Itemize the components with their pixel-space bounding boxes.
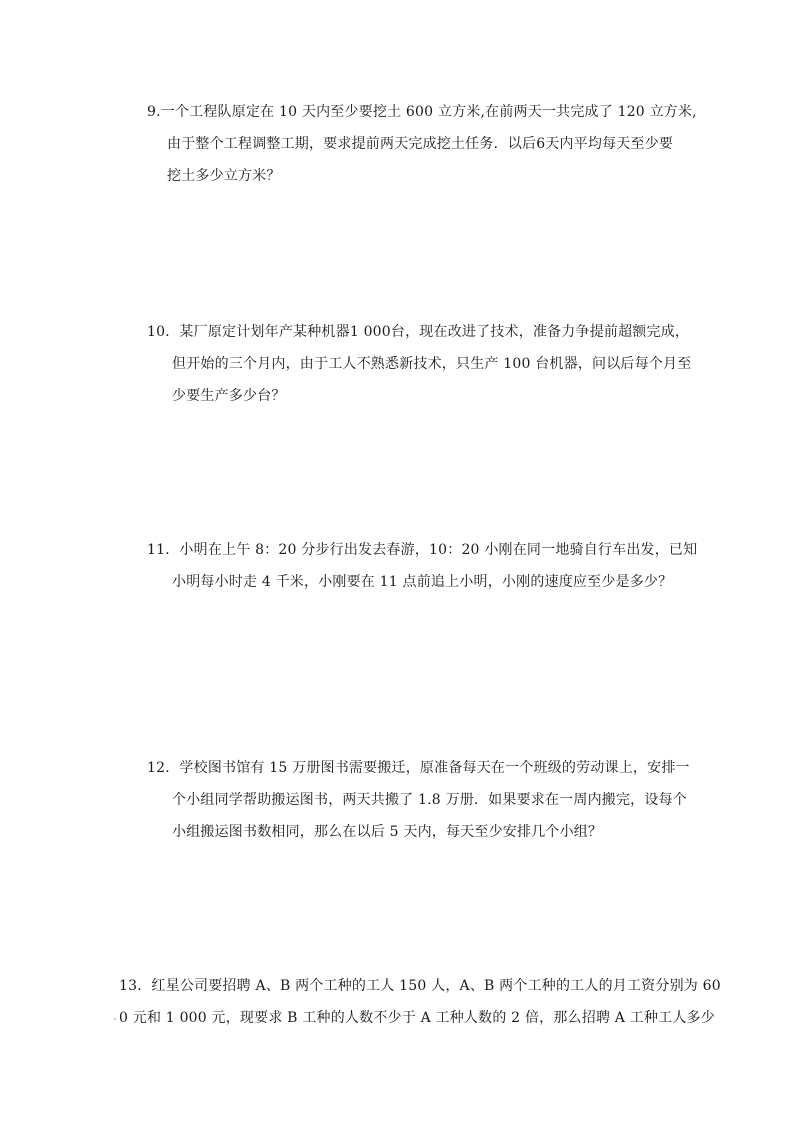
problem-12-line-3: 小组搬运图书数相同，那么在以后 5 天内，每天至少安排几个小组？ bbox=[172, 824, 603, 840]
problem-13-line-2: 0 元和 1 000 元，现要求 B 工种的人数不少于 A 工种人数的 2 倍，那么招聘 A 工种工人多少 bbox=[119, 1010, 715, 1026]
problem-13-line-1: 13．红星公司要招聘 A、B 两个工种的工人 150 人，A、B 两个工种的工人的月工资分别为 60 bbox=[119, 978, 721, 994]
problem-10-line-1: 10．某厂原定计划年产某种机器1 000台，现在改进了技术，准备力争提前超额完成， bbox=[147, 324, 690, 340]
problem-11-line-1: 11．小明在上午 8：20 分步行出发去春游，10：20 小刚在同一地骑自行车出发，已知 bbox=[147, 542, 698, 558]
problem-10-line-2: 但开始的三个月内，由于工人不熟悉新技术，只生产 100 台机器，问以后每个月至 bbox=[172, 356, 692, 372]
problem-12-line-2: 个小组同学帮助搬运图书，两天共搬了 1.8 万册．如果要求在一周内搬完，设每个 bbox=[172, 792, 687, 808]
problem-9-line-2: 由于整个工程调整工期，要求提前两天完成挖土任务．以后6天内平均每天至少要 bbox=[167, 136, 674, 152]
margin-mark: . bbox=[113, 1008, 118, 1024]
problem-12-line-1: 12．学校图书馆有 15 万册图书需要搬迁，原准备每天在一个班级的劳动课上，安排一 bbox=[147, 760, 690, 776]
problem-10-line-3: 少要生产多少台？ bbox=[172, 388, 286, 404]
problem-9-line-1: 9.一个工程队原定在 10 天内至少要挖土 600 立方米,在前两天一共完成了 120 立方米, bbox=[147, 104, 697, 120]
problem-9-line-3: 挖土多少立方米？ bbox=[167, 168, 281, 184]
problem-11-line-2: 小明每小时走 4 千米，小刚要在 11 点前追上小明，小刚的速度应至少是多少？ bbox=[172, 574, 673, 590]
